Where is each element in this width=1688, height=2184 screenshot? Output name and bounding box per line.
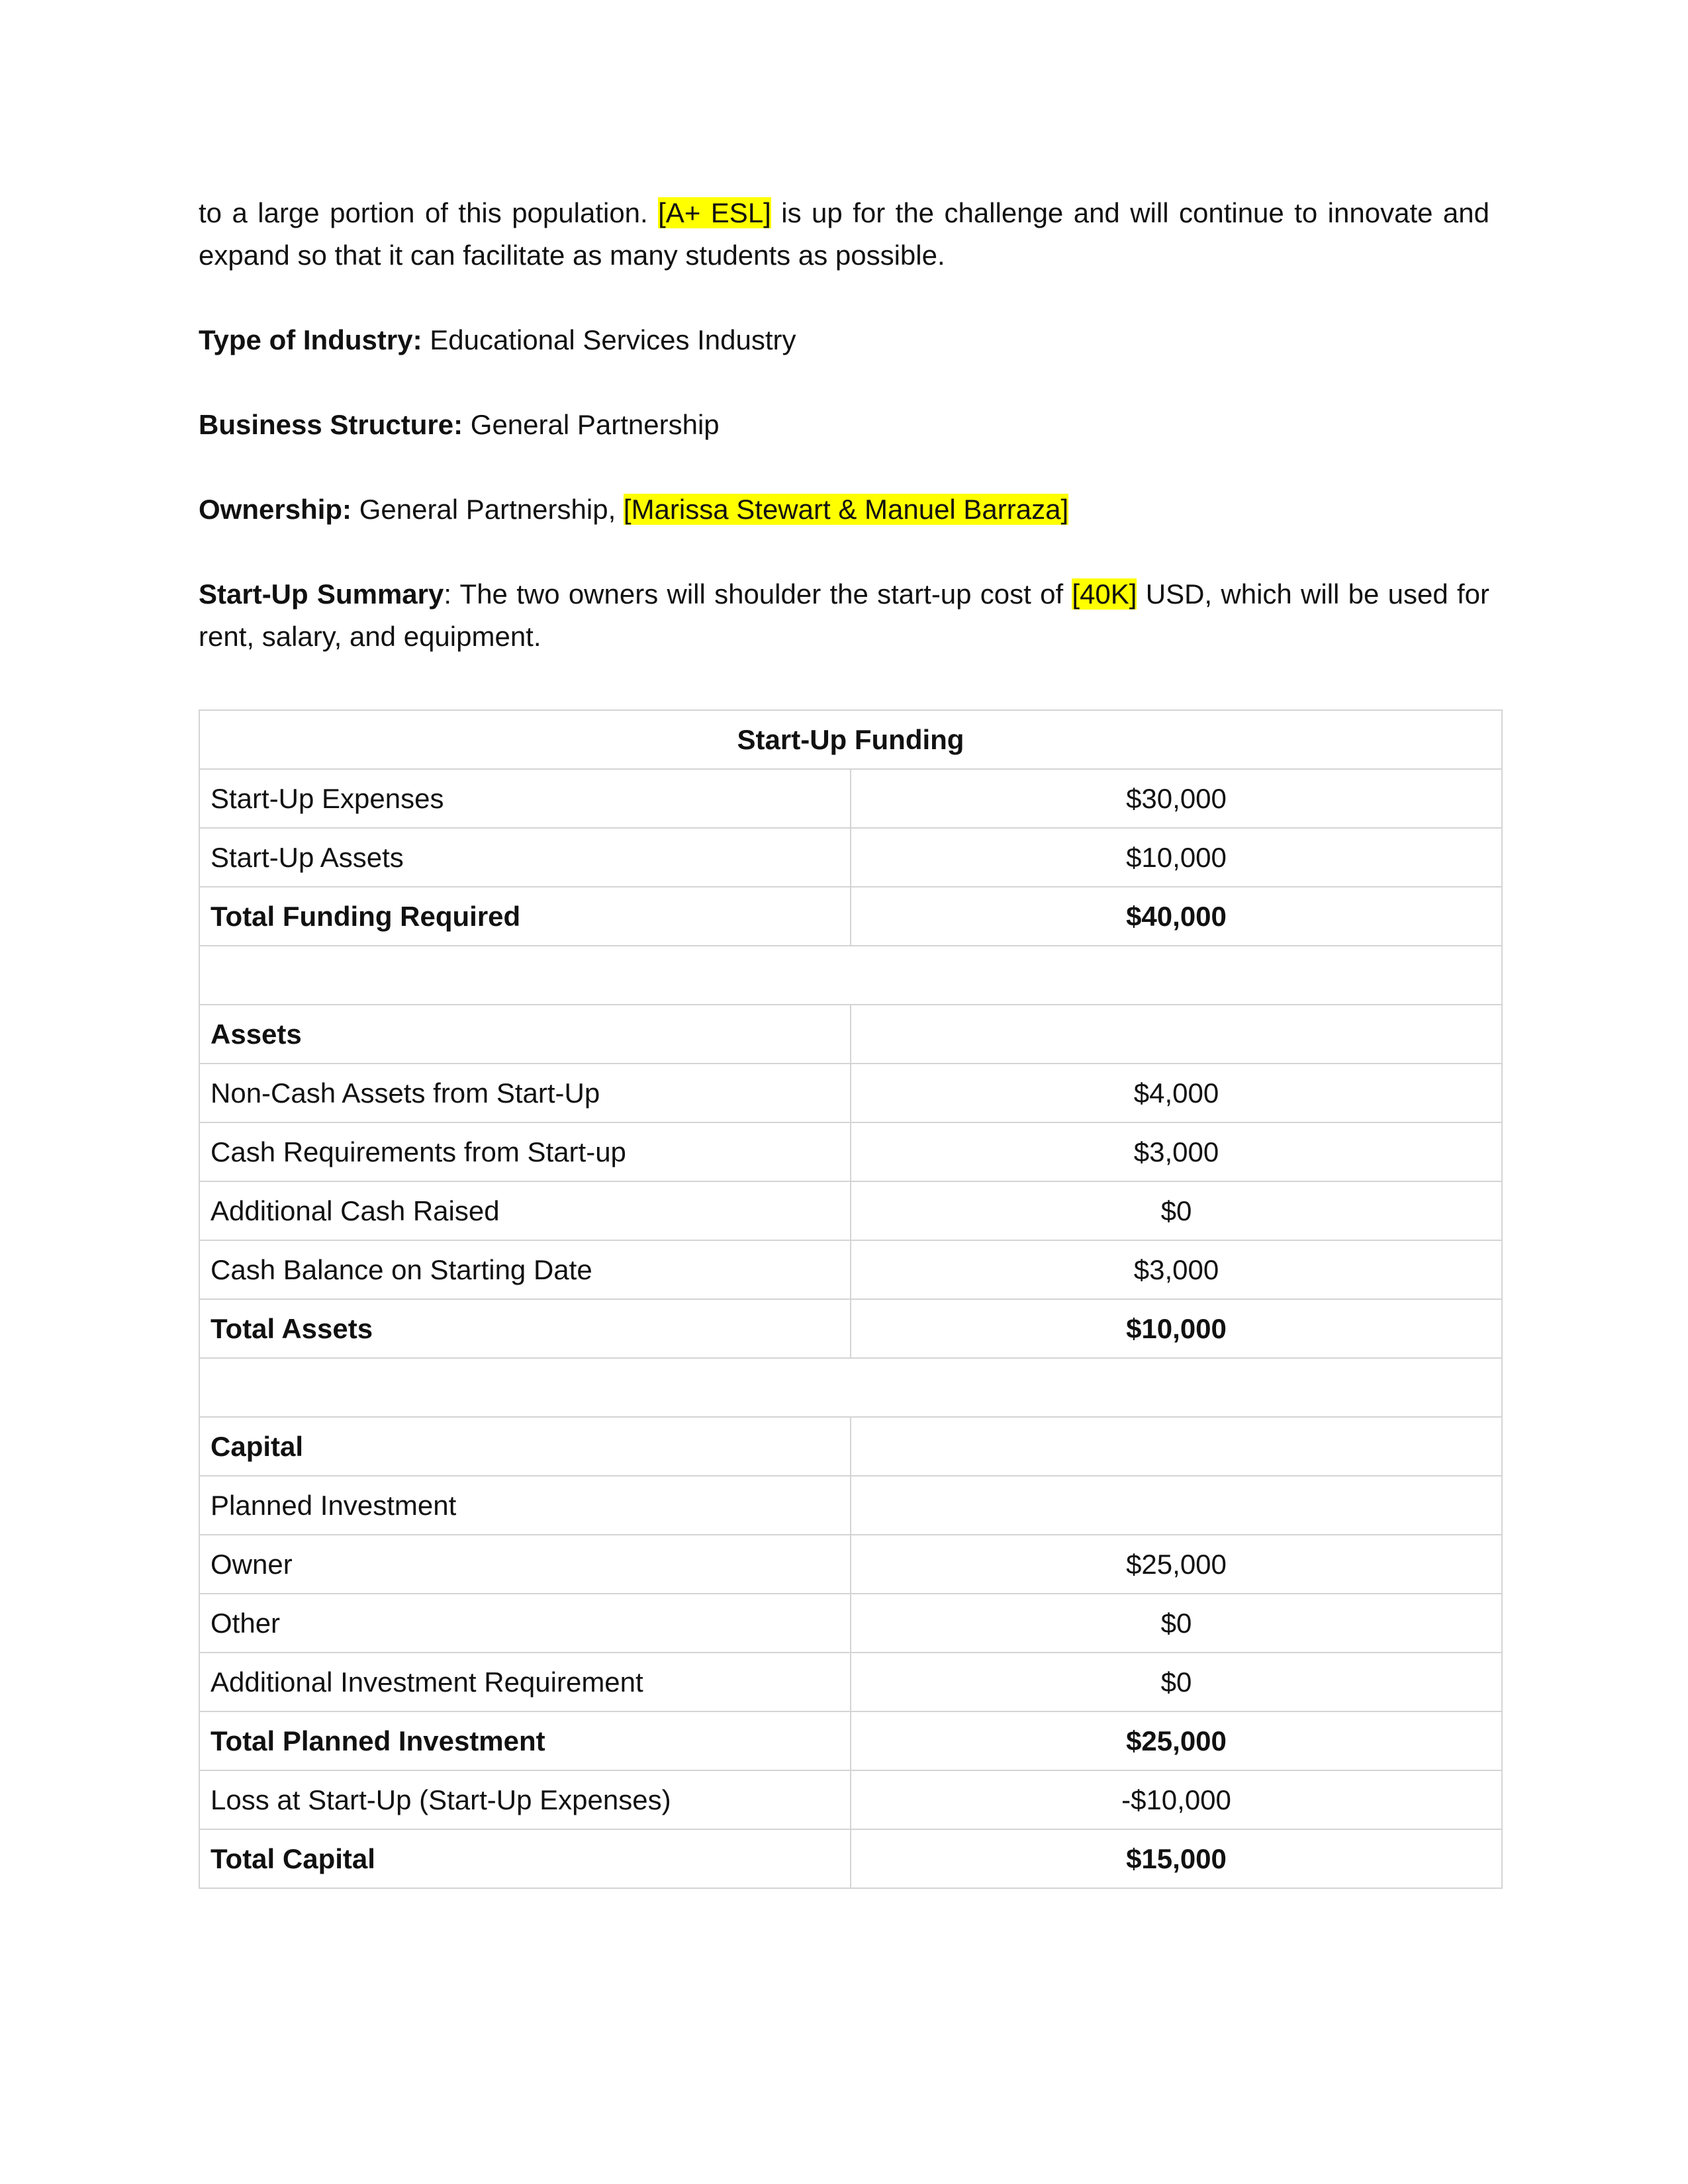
row-value: $15,000 bbox=[851, 1829, 1502, 1888]
row-value: $3,000 bbox=[851, 1240, 1502, 1299]
ownership-value: General Partnership, bbox=[352, 494, 624, 525]
row-label: Total Planned Investment bbox=[199, 1711, 851, 1770]
structure-value: General Partnership bbox=[463, 409, 720, 440]
row-value: -$10,000 bbox=[851, 1770, 1502, 1829]
intro-text-after: is up for the challenge and will continue to innovate and expand so that it can facilitate as many students as possible. bbox=[199, 197, 1489, 271]
row-value: $10,000 bbox=[851, 828, 1502, 887]
table-row bbox=[199, 1122, 1502, 1181]
structure-label: Business Structure: bbox=[199, 409, 463, 440]
company-name-highlight: [A+ ESL] bbox=[658, 197, 771, 228]
startup-summary-label: Start-Up Summary bbox=[199, 578, 444, 610]
document-page bbox=[199, 192, 1489, 1889]
row-label: Total Funding Required bbox=[199, 887, 851, 946]
structure-line bbox=[199, 404, 1489, 446]
table-row bbox=[199, 1594, 1502, 1653]
spacer-cell bbox=[199, 1358, 1502, 1417]
industry-label: Type of Industry: bbox=[199, 324, 422, 355]
table-row bbox=[199, 1064, 1502, 1122]
row-label: Cash Balance on Starting Date bbox=[199, 1240, 851, 1299]
row-label: Start-Up Assets bbox=[199, 828, 851, 887]
intro-paragraph bbox=[199, 192, 1489, 277]
row-value: $40,000 bbox=[851, 887, 1502, 946]
spacer-cell bbox=[199, 946, 1502, 1005]
table-row bbox=[199, 1240, 1502, 1299]
row-value: $25,000 bbox=[851, 1711, 1502, 1770]
section-label: Assets bbox=[199, 1005, 851, 1064]
table-section-row bbox=[199, 1417, 1502, 1476]
table-row bbox=[199, 828, 1502, 887]
ownership-line bbox=[199, 488, 1489, 531]
row-value: $0 bbox=[851, 1181, 1502, 1240]
industry-value: Educational Services Industry bbox=[422, 324, 796, 355]
row-label: Cash Requirements from Start-up bbox=[199, 1122, 851, 1181]
startup-summary-paragraph bbox=[199, 573, 1489, 658]
table-row bbox=[199, 1770, 1502, 1829]
row-label: Other bbox=[199, 1594, 851, 1653]
row-value bbox=[851, 1005, 1502, 1064]
industry-line bbox=[199, 319, 1489, 361]
table-row bbox=[199, 1653, 1502, 1711]
table-row bbox=[199, 1476, 1502, 1535]
table-row-total bbox=[199, 1711, 1502, 1770]
table-row bbox=[199, 769, 1502, 828]
table-row-total bbox=[199, 1829, 1502, 1888]
table-spacer-row bbox=[199, 946, 1502, 1005]
row-label: Non-Cash Assets from Start-Up bbox=[199, 1064, 851, 1122]
row-value bbox=[851, 1417, 1502, 1476]
row-value: $4,000 bbox=[851, 1064, 1502, 1122]
ownership-label: Ownership: bbox=[199, 494, 352, 525]
table-title-row bbox=[199, 710, 1502, 769]
table-section-row bbox=[199, 1005, 1502, 1064]
startup-funding-table bbox=[199, 709, 1503, 1889]
row-label: Owner bbox=[199, 1535, 851, 1594]
row-value: $3,000 bbox=[851, 1122, 1502, 1181]
row-value: $0 bbox=[851, 1594, 1502, 1653]
row-value bbox=[851, 1476, 1502, 1535]
table-row bbox=[199, 1535, 1502, 1594]
table-spacer-row bbox=[199, 1358, 1502, 1417]
row-label: Loss at Start-Up (Start-Up Expenses) bbox=[199, 1770, 851, 1829]
table-row-total bbox=[199, 1299, 1502, 1358]
row-value: $0 bbox=[851, 1653, 1502, 1711]
table-row bbox=[199, 1181, 1502, 1240]
startup-cost-highlight: [40K] bbox=[1072, 578, 1137, 610]
owners-highlight: [Marissa Stewart & Manuel Barraza] bbox=[623, 494, 1069, 525]
table-row-total bbox=[199, 887, 1502, 946]
row-value: $30,000 bbox=[851, 769, 1502, 828]
row-value: $25,000 bbox=[851, 1535, 1502, 1594]
row-label: Planned Investment bbox=[199, 1476, 851, 1535]
row-label: Total Assets bbox=[199, 1299, 851, 1358]
intro-text-before: to a large portion of this population. bbox=[199, 197, 659, 228]
startup-text-before: : The two owners will shoulder the start-up cost of bbox=[444, 578, 1072, 610]
row-label: Additional Investment Requirement bbox=[199, 1653, 851, 1711]
row-label: Total Capital bbox=[199, 1829, 851, 1888]
row-label: Start-Up Expenses bbox=[199, 769, 851, 828]
row-label: Additional Cash Raised bbox=[199, 1181, 851, 1240]
startup-text-after: USD, which will be used for rent, salary, and equipment. bbox=[199, 578, 1489, 652]
section-label: Capital bbox=[199, 1417, 851, 1476]
row-value: $10,000 bbox=[851, 1299, 1502, 1358]
table-title: Start-Up Funding bbox=[199, 710, 1502, 769]
